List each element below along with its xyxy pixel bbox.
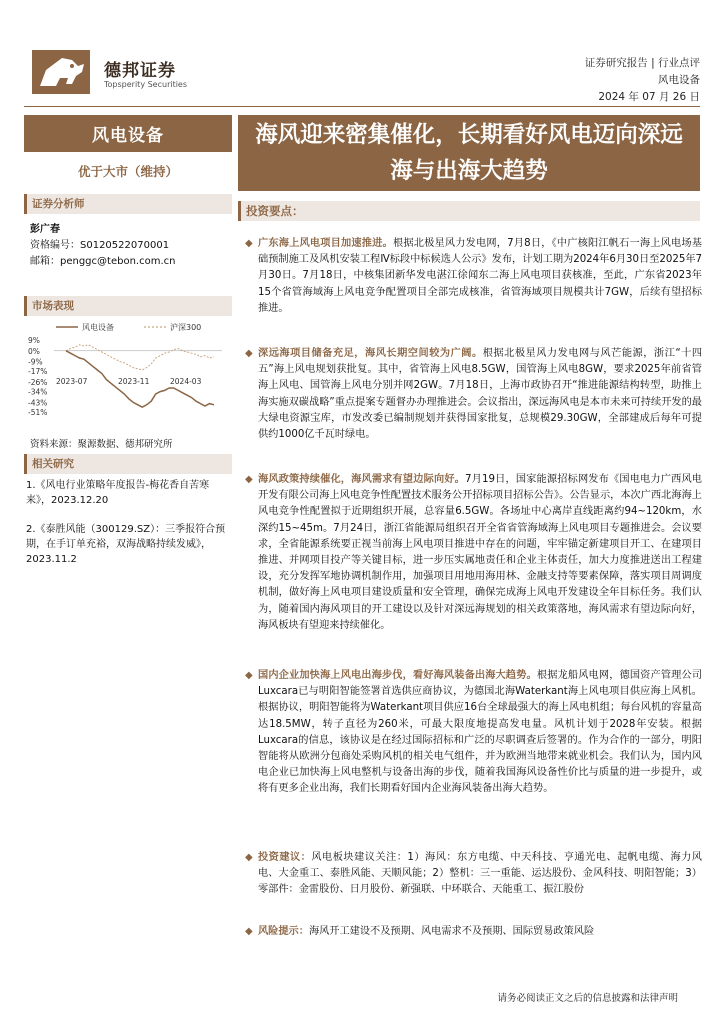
key-point-body: 风电板块建议关注：1）海风：东方电缆、中天科技、亨通光电、起帆电缆、海力风电、大金重工、泰胜风能、天顺风能；2）整机：三一重能、运达股份、金风科技、明阳智能；3）零部件：金雷股份、日月股份、新强联、中环联合、天能重工、振江股份: [258, 852, 702, 896]
key-point-lead: 风险提示：: [258, 926, 309, 937]
analyst-heading: 证券分析师: [24, 194, 232, 214]
key-point-lead: 国内企业加快海上风电出海步伐，看好海风装备出海大趋势。: [258, 670, 537, 681]
key-point-body: 根据龙船风电网，德国资产管理公司Luxcara已与明阳智能签署首选供应商协议，为德国北海Waterkant海上风电项目供应海上风机。根据协议，明阳智能将为Waterkant项目供应16台全球最强大的海上风电机组；每台风机的容量高达18.5MW，转子直径为260米，可最大限度地提高发电量。风机计划于2028年安装。根据Luxcara的信息，该协议是在经过国际招标和广泛的尽职调查后签署的。作为合作的一部分，明阳智能将从欧洲分包商处采购风机的相关电气组件，并为欧洲当地带来就业机会。我们认为，国内风电企业已加快海上风电整机与设备出海的步伐，随着我国海风设备性价比与质量的进一步提升，或将有更多企业出海，我们长期看好国内企业海风装备出海大趋势。: [258, 670, 703, 795]
key-point-paragraph: [244, 850, 702, 899]
key-point-body: 根据北极星风力发电网，7月8日，《中广核阳江帆石一海上风电场基础预制施工及风机安装工程Ⅳ标段中标候选人公示》发布，计划工期为2024年6月30日至2025年7月30日。7月18日，中核集团新华发电湛江徐闻东二海上风电项目获核准，至此，广东省2023年15个省管海域海上风电竞争配置项目全部完成核准，省管海域项目规模共计7GW，后续有望招标推进。: [258, 238, 702, 314]
key-point-paragraph: [244, 346, 702, 443]
y-tick-label: -51%: [28, 408, 48, 417]
key-point-lead: 海风政策持续催化，海风需求有望边际向好。: [258, 474, 466, 485]
report-type: 证券研究报告 | 行业点评: [584, 57, 700, 69]
key-points-heading: 投资要点：: [238, 201, 700, 221]
key-point-body: 根据北极星风力发电网与风芒能源，浙江“十四五”海上风电规划获批复。其中，省管海上风电8.5GW，国管海上风电8GW，要求2025年前省管海上风电、国管海上风电分别并网2GW。7月18日，上海市政协召开“推进能源结构转型，助推上海实施双碳战略”重点提案专题督办办理推进会。会议指出，深远海风电是本市未来可持续开发的最大绿电资源宝库，市发改委已编制规划并获得国家批复，总规模29.30GW，全部建成后每年可提供约1000亿千瓦时绿电。: [258, 348, 703, 441]
bullet-icon: ◆: [245, 238, 253, 249]
bullet-icon: ◆: [245, 852, 253, 863]
bullet-icon: ◆: [245, 348, 253, 359]
header-sector: 风电设备: [658, 74, 700, 86]
series-line-index: [66, 345, 214, 370]
related-item[interactable]: 2.《泰胜风能（300129.SZ）：三季报符合预期，在手订单充裕，双海战略持续发威》，2023.11.2: [26, 524, 226, 565]
logo-en: Topsperity Securities: [104, 80, 188, 89]
market-chart: [26, 320, 226, 420]
legend-index: 沪深300: [170, 323, 202, 332]
market-heading: 市场表现: [24, 296, 232, 316]
bullet-icon: ◆: [245, 670, 253, 681]
key-point-paragraph: [244, 472, 702, 634]
legend-sector: 风电设备: [82, 323, 114, 332]
key-point-lead: 投资建议：: [258, 852, 312, 863]
key-point-lead: 深远海项目储备充足，海风长期空间较为广阔。: [258, 348, 483, 359]
analyst-name: 彭广春: [30, 224, 60, 235]
key-point-paragraph: [244, 924, 702, 940]
analyst-cert: 资格编号：S0120522070001: [30, 240, 170, 251]
report-date: 2024 年 07 月 26 日: [598, 91, 700, 103]
key-point-paragraph: [244, 236, 702, 317]
analyst-email[interactable]: 邮箱：penggc@tebon.com.cn: [30, 256, 176, 267]
bullet-icon: ◆: [245, 474, 253, 485]
key-point-body: 7月19日，国家能源招标网发布《国电电力广西风电开发有限公司海上风电竞争性配置技术服务公开招标项目招标公告》。公告显示，本次广西北海海上风电竞争性配置拟于近期组织开展，总容量6.5GW。各场址中心离岸直线距离约94~120km，水深约15~45m。7月24日，浙江省能源局组织召开全省省管海域海上风电项目专题推进会。会议要求，全省能源系统要正视当前海上风电项目推进中存在的问题，牢牢锚定新建项目开工、在建项目推进、并网项目投产等关键目标，进一步压实属地责任和企业主体责任，加大力度推进送出工程建设，充分发挥军地协调机制作用，加强项目用地用海用林、金融支持等要素保障，落实项目周调度机制，做好海上风电项目建设质量和安全管理，确保完成海上风电开发建设全年目标任务。我们认为，随着国内海风项目的开工建设以及针对深远海规划的相关政策落地，海风需求有望边际向好，海风板块有望迎来持续催化。: [258, 474, 702, 631]
key-point-lead: 广东海上风电项目加速推进。: [258, 238, 393, 249]
key-point-paragraph: [244, 668, 702, 798]
y-tick-label: -34%: [28, 387, 48, 397]
related-item[interactable]: 1.《风电行业策略年度报告-梅花香自苦寒来》，2023.12.20: [26, 480, 210, 506]
x-tick-label: 2024-03: [170, 376, 202, 386]
x-tick-label: 2023-07: [56, 376, 88, 386]
header-rule: [24, 106, 700, 107]
report-title: 海风迎来密集催化，长期看好风电迈向深远海与出海大趋势: [238, 115, 700, 191]
y-tick-label: -43%: [28, 398, 48, 408]
rating: 优于大市（维持）: [77, 164, 178, 179]
y-tick-label: 0%: [28, 346, 40, 356]
bullet-icon: ◆: [245, 926, 253, 937]
company-logo: [26, 44, 194, 94]
key-point-body: 海风开工建设不及预期、风电需求不及预期、国际贸易政策风险: [308, 926, 595, 937]
related-heading: 相关研究: [24, 454, 232, 474]
sector-box: 风电设备: [24, 115, 232, 152]
x-tick-label: 2023-11: [118, 376, 150, 386]
y-tick-label: -17%: [28, 367, 48, 377]
logo-cn: 德邦证券: [104, 61, 176, 81]
logo-mark-icon: [32, 50, 90, 94]
chart-source: 资料来源：聚源数据、德邦研究所: [30, 439, 173, 450]
footer-disclaimer: 请务必阅读正文之后的信息披露和法律声明: [497, 993, 678, 1004]
y-tick-label: -9%: [28, 357, 43, 367]
y-tick-label: 9%: [28, 336, 40, 345]
y-tick-label: -26%: [28, 378, 48, 387]
